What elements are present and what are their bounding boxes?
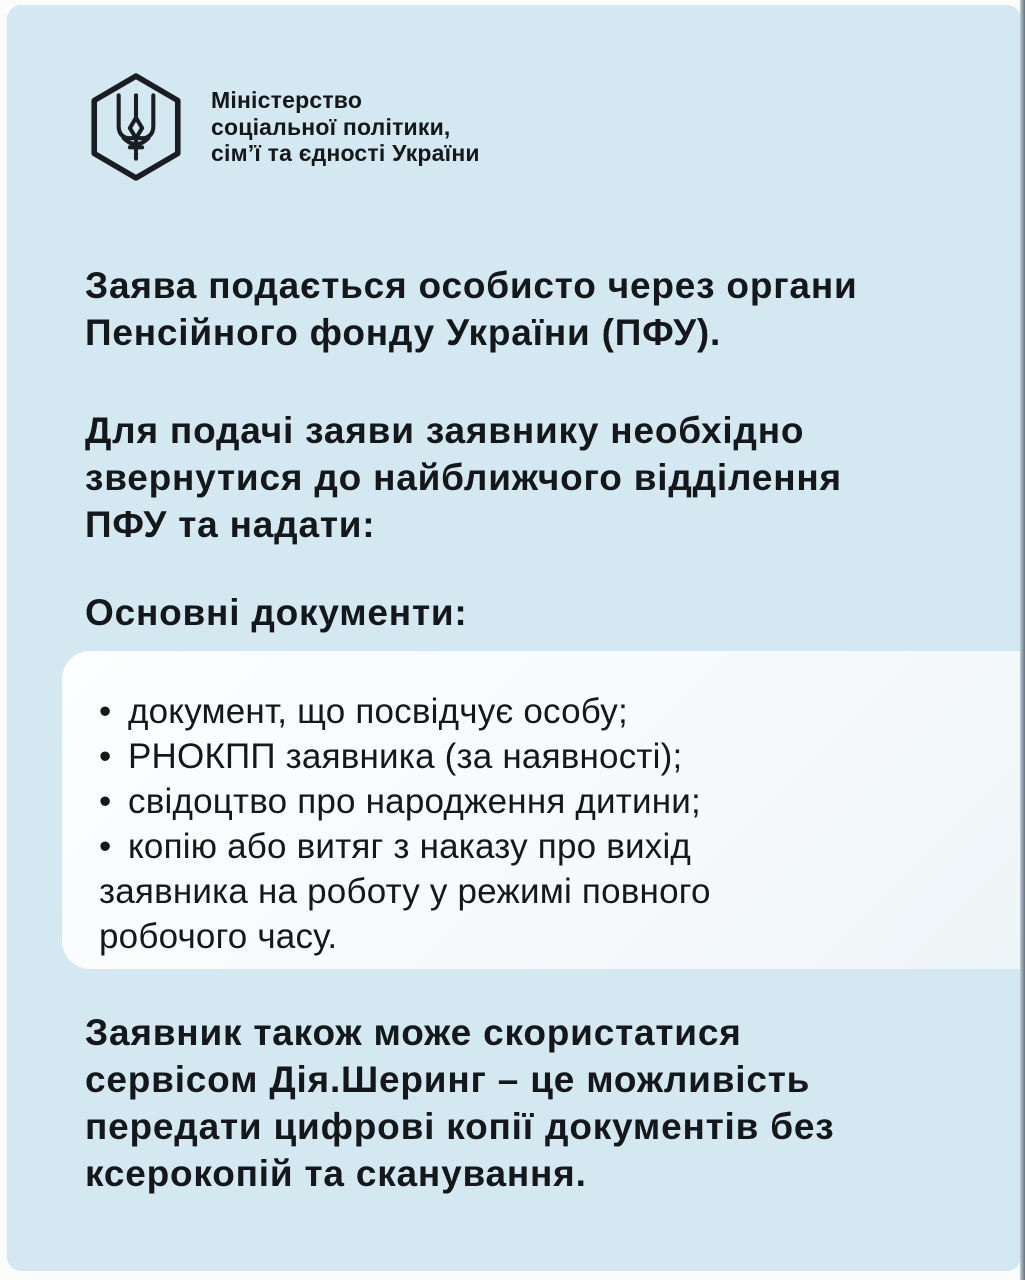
list-item-text: свідоцтво про народження дитини; xyxy=(128,782,701,821)
list-item xyxy=(99,689,1001,734)
list-item-text: копію або витяг з наказу про вихід xyxy=(128,827,692,866)
bullet-icon: • xyxy=(99,782,112,821)
bullet-icon: • xyxy=(99,827,112,866)
paragraph-line: ПФУ та надати: xyxy=(85,504,376,545)
ministry-name-line: соціальної політики, xyxy=(211,113,451,140)
list-item-wrapped-line: заявника на роботу у режимі повного xyxy=(99,872,711,911)
bullet-icon: • xyxy=(99,692,112,731)
paragraph-instructions xyxy=(85,407,842,548)
right-edge-shadow xyxy=(1020,0,1025,1280)
paragraph-line: Для подачі заяви заявнику необхідно xyxy=(85,410,805,451)
list-item xyxy=(99,779,1001,824)
ministry-name xyxy=(211,87,480,167)
documents-box xyxy=(62,651,1021,969)
list-item xyxy=(99,734,1001,779)
paragraph-line: Заявник також може скористатися xyxy=(85,1012,742,1053)
paragraph-diia-sharing xyxy=(85,1009,834,1197)
list-item-wrapped-line: робочого часу. xyxy=(99,917,338,956)
ministry-name-line: сім’ї та єдності України xyxy=(211,140,480,167)
list-item xyxy=(99,824,1001,869)
list-item-text: документ, що посвідчує особу; xyxy=(128,692,628,731)
ministry-header xyxy=(85,73,480,181)
paragraph-line: звернутися до найближчого відділення xyxy=(85,457,842,498)
paragraph-line: Пенсійного фонду України (ПФУ). xyxy=(85,312,722,353)
ministry-name-line: Міністерство xyxy=(211,87,363,114)
list-item-text: РНОКПП заявника (за наявності); xyxy=(128,737,683,776)
paragraph-line: Заява подається особисто через органи xyxy=(85,265,858,306)
paragraph-line: передати цифрові копії документів без xyxy=(85,1106,835,1147)
documents-heading: Основні документи: xyxy=(85,592,468,633)
ministry-trident-logo-icon xyxy=(85,73,187,181)
paragraph-line: сервісом Дія.Шеринг – це можливість xyxy=(85,1059,811,1100)
infographic-card xyxy=(7,5,1021,1271)
paragraph-submission xyxy=(85,262,858,356)
bullet-icon: • xyxy=(99,737,112,776)
paragraph-line: ксерокопій та сканування. xyxy=(85,1153,587,1194)
